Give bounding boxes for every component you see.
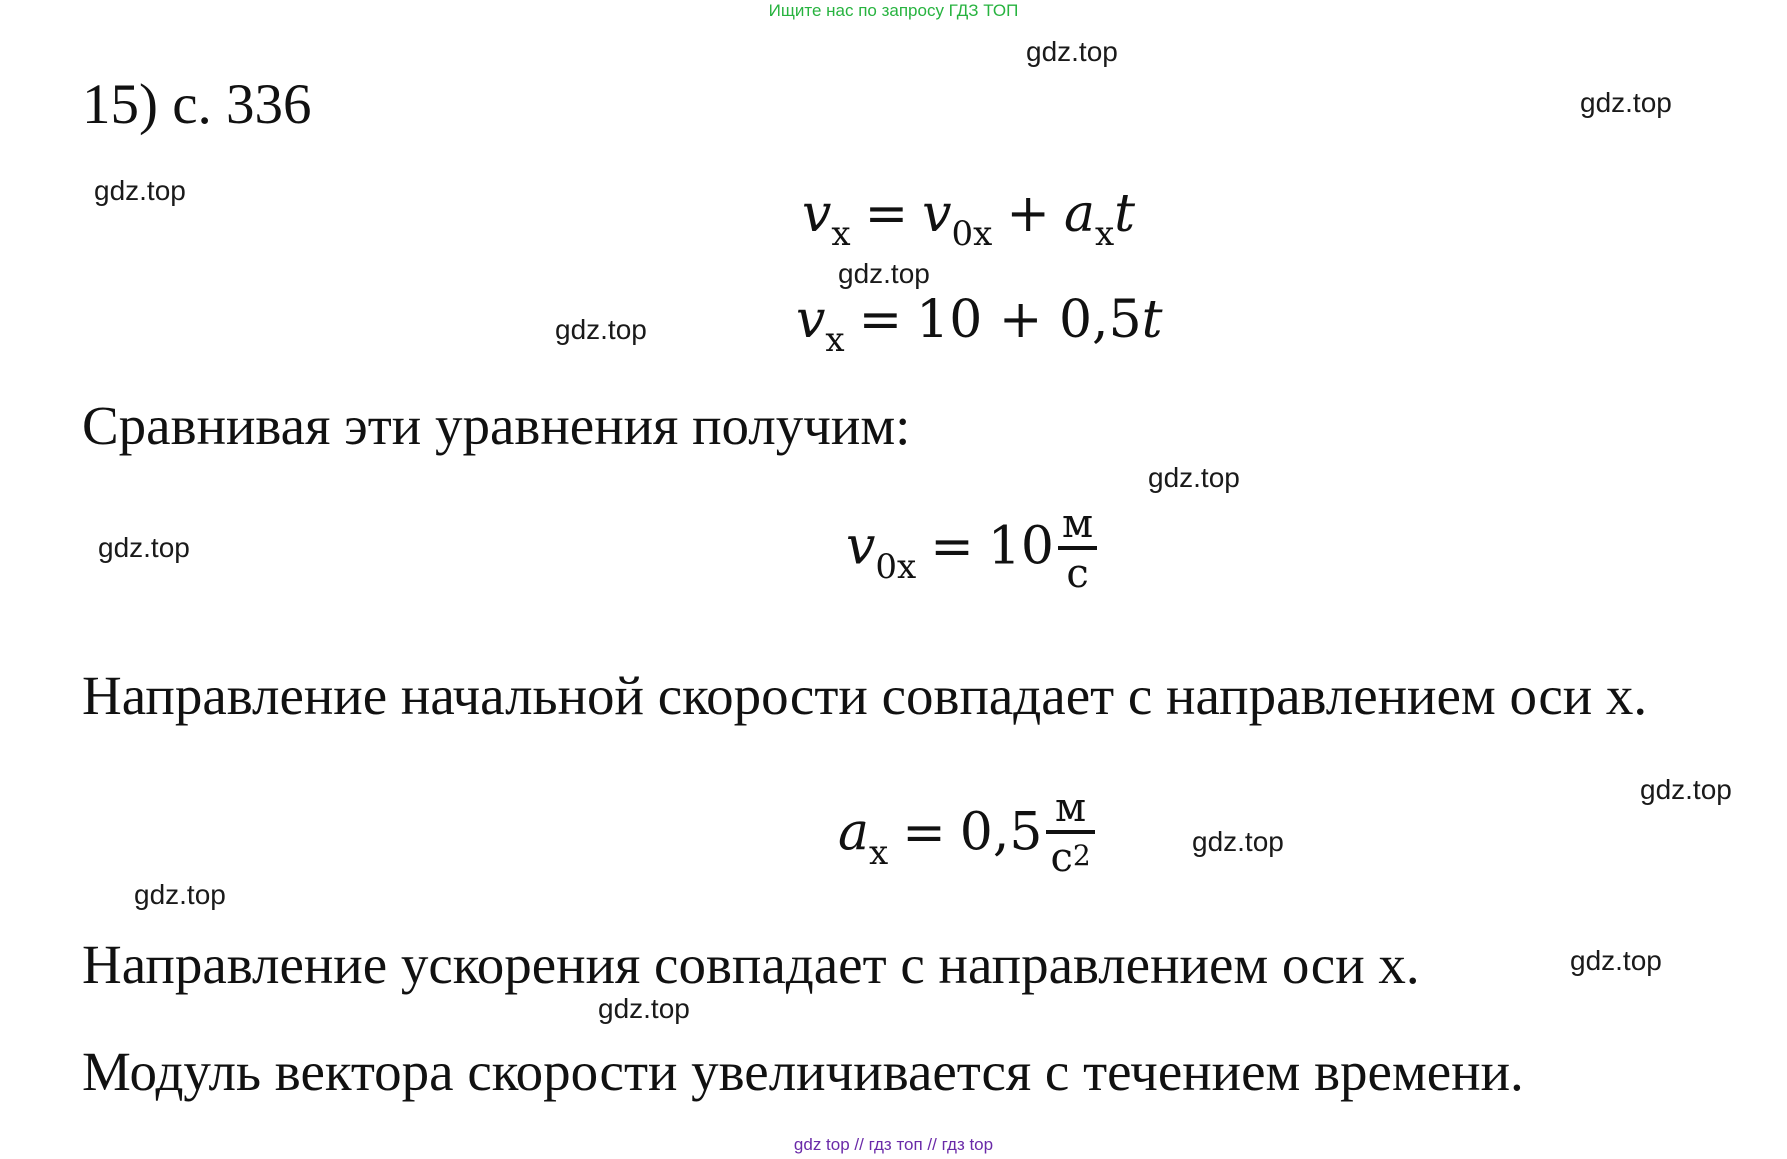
text-compare: Сравнивая эти уравнения получим: [82, 395, 911, 456]
formula-velocity-general [802, 184, 1136, 254]
subscript-x: x [869, 832, 889, 873]
watermark: gdz.top [555, 314, 647, 345]
fraction-denominator: с [1066, 551, 1089, 597]
value-0-5: 0,5 [959, 802, 1043, 863]
watermark: gdz.top [94, 175, 186, 206]
subscript-x: x [825, 320, 845, 360]
symbol-t: t [1141, 290, 1163, 350]
equals-sign: = [864, 184, 909, 244]
symbol-a: a [838, 802, 870, 863]
page-title: 15) с. 336 [82, 73, 312, 136]
fraction-denominator [1046, 834, 1094, 886]
fraction-numerator: м [1058, 502, 1097, 550]
subscript-0x: 0x [951, 214, 993, 254]
formula-velocity-specific [796, 290, 1163, 360]
formula-acceleration [838, 786, 1095, 886]
plus-sign: + [1006, 184, 1050, 244]
subscript-x: x [1094, 214, 1115, 254]
equals-sign: = [858, 290, 903, 350]
fraction-numerator: м [1046, 786, 1094, 834]
fraction-unit [1058, 502, 1097, 598]
text-speed-modulus: Модуль вектора скорости увеличивается с течением времени. [82, 1041, 1524, 1102]
symbol-v: v [796, 290, 826, 350]
symbol-t: t [1114, 184, 1136, 244]
denominator-exponent: 2 [1072, 839, 1091, 872]
value-10: 10 [987, 516, 1054, 577]
formula-rhs: 10 + 0,5 [916, 290, 1142, 350]
symbol-v: v [802, 184, 832, 244]
watermark: gdz.top [1640, 774, 1732, 805]
watermark: gdz.top [98, 532, 190, 563]
footer-watermark: gdz top // гдз топ // гдз top [793, 1135, 994, 1154]
text-acceleration-direction: Направление ускорения совпадает с направлением оси x. [82, 934, 1420, 995]
watermark: gdz.top [134, 879, 226, 910]
symbol-a: a [1063, 184, 1095, 244]
equals-sign: = [902, 802, 946, 863]
equals-sign: = [930, 516, 974, 577]
symbol-v: v [846, 516, 876, 577]
watermark: gdz.top [1026, 36, 1118, 67]
subscript-0x: 0x [875, 546, 917, 587]
fraction-unit [1046, 786, 1094, 886]
watermark: gdz.top [1580, 87, 1672, 118]
text-initial-direction: Направление начальной скорости совпадает с направлением оси x. [82, 665, 1648, 726]
formula-initial-velocity [846, 502, 1097, 598]
subscript-x: x [831, 214, 851, 254]
watermark: gdz.top [838, 258, 930, 289]
watermark: gdz.top [1148, 462, 1240, 493]
denominator-base: с [1050, 835, 1073, 881]
watermark: gdz.top [1570, 945, 1662, 976]
watermark: gdz.top [1192, 826, 1284, 857]
top-banner: Ищите нас по запросу ГДЗ ТОП [768, 1, 1019, 20]
watermark: gdz.top [598, 993, 690, 1024]
symbol-v0: v [922, 184, 952, 244]
